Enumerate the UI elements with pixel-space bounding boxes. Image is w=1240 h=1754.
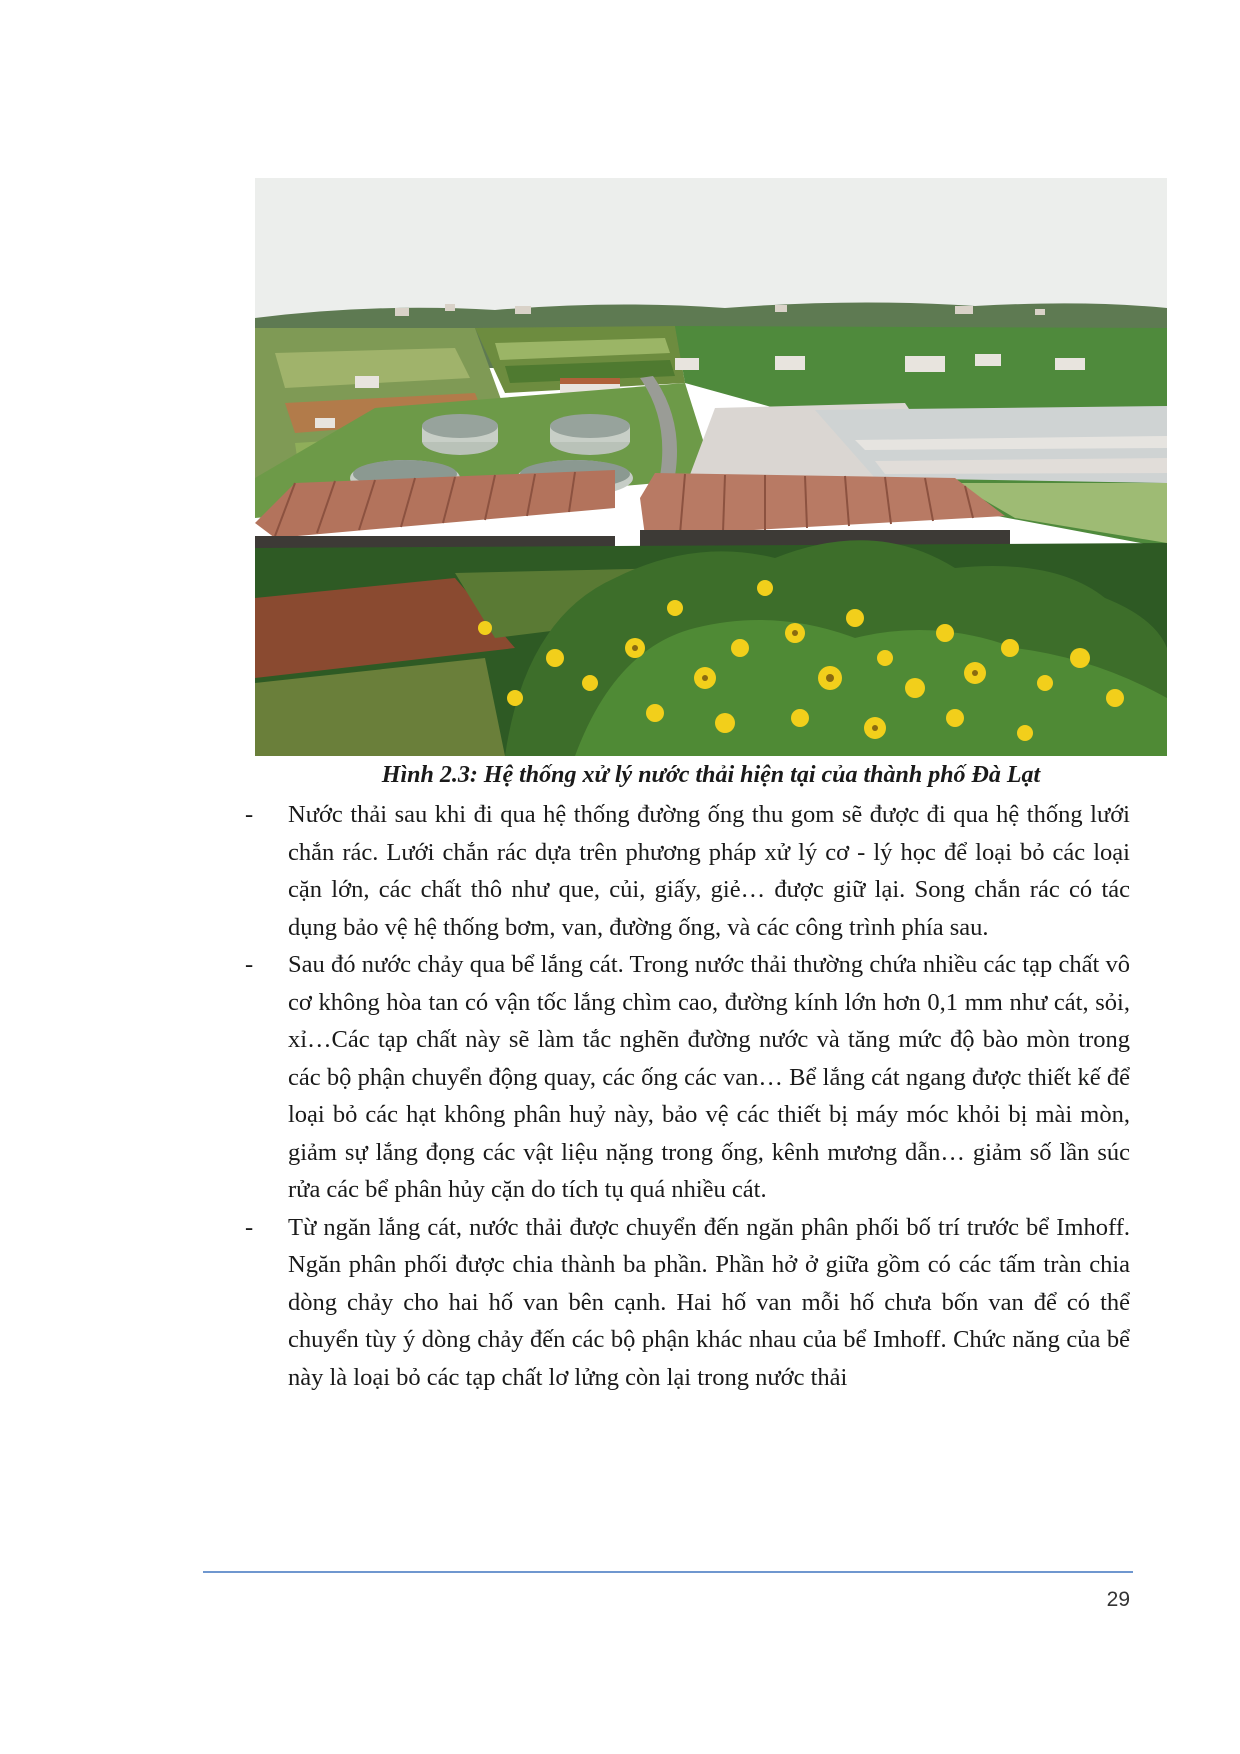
- paragraph-text: Sau đó nước chảy qua bể lắng cát. Trong nước thải thường chứa nhiều các tạp chất vô cơ không hòa tan có vận tốc lắng chìm cao, đường kính lớn hơn 0,1 mm như cát, sỏi, xỉ…Các tạp chất này sẽ làm tắc nghẽn đường nước và tăng mức độ bào mòn trong các bộ phận chuyển động quay, các ống các van… Bể lắng cát ngang được thiết kế để loại bỏ các hạt không phân huỷ này, bảo vệ các thiết bị máy móc khỏi bị mài mòn, giảm sự lắng đọng các vật liệu nặng trong ống, kênh mương dẫn… giảm số lần súc rửa các bể phân hủy cặn do tích tụ quá nhiều cát.: [288, 951, 1130, 1203]
- paragraph-text: Nước thải sau khi đi qua hệ thống đường ống thu gom sẽ được đi qua hệ thống lưới chắn rác. Lưới chắn rác dựa trên phương pháp xử lý cơ - lý học để loại bỏ các loại cặn lớn, các chất thô như que, củi, giấy, giẻ… được giữ lại. Song chắn rác có tác dụng bảo vệ hệ thống bơm, van, đường ống, và các công trình phía sau.: [288, 801, 1130, 941]
- bullet-dash: -: [245, 801, 254, 828]
- list-item: [245, 796, 1130, 946]
- page-number: 29: [1106, 1588, 1130, 1611]
- list-item: [245, 1209, 1130, 1397]
- bullet-dash: -: [245, 1213, 254, 1241]
- treatment-plant-photo: [255, 178, 1167, 756]
- figure-photo: [255, 178, 1167, 756]
- body-text: [245, 796, 1130, 1396]
- list-item: [245, 946, 1130, 1209]
- bullet-dash: -: [245, 951, 254, 978]
- figure-caption: Hình 2.3: Hệ thống xử lý nước thải hiện tại của thành phố Đà Lạt: [381, 762, 1041, 788]
- footer-rule: [203, 1571, 1133, 1573]
- paragraph-text: Từ ngăn lắng cát, nước thải được chuyển đến ngăn phân phối bố trí trước bể Imhoff. Ngăn phân phối được chia thành ba phần. Phần hở ở giữa gồm có các tấm tràn chia dòng chảy cho hai hố van bên cạnh. Hai hố van mỗi hố chưa bốn van để có thể chuyển tùy ý dòng chảy đến các bộ phận khác nhau của bể Imhoff. Chức năng của bể này là loại bỏ các tạp chất lơ lửng còn lại trong nước thải: [288, 1213, 1130, 1391]
